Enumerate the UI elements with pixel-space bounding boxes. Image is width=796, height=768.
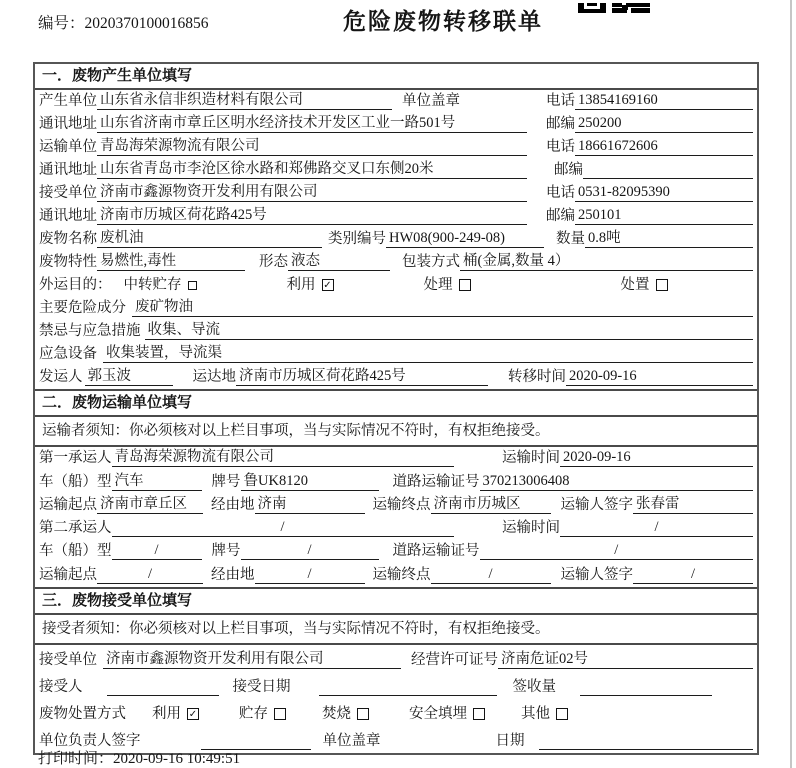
transport-time1-value: 2020-09-16 xyxy=(560,448,753,467)
receiver-label: 接受单位 xyxy=(39,185,97,201)
transporter-zip-value xyxy=(583,178,753,179)
row-producer xyxy=(35,90,757,113)
producer-value: 山东省永信非织造材料有限公司 xyxy=(97,91,392,110)
accept-person-value xyxy=(107,695,219,696)
row-receiver-address xyxy=(35,205,757,228)
hazard-component-label: 主要危险成分 xyxy=(39,300,126,316)
vehicle-type-label: 车（船）型 xyxy=(39,543,112,560)
producer-label: 产生单位 xyxy=(39,93,97,109)
transport-time-label: 运输时间 xyxy=(502,450,560,467)
transporter-value: 青岛海荣源物流有限公司 xyxy=(97,137,527,156)
disposal-utilize-checkbox: ✓ xyxy=(188,708,198,720)
row-transporter xyxy=(35,136,757,159)
disposal-storage-checkbox xyxy=(274,708,286,720)
disposal-storage-label: 贮存 xyxy=(239,705,268,722)
disposal-incinerate-checkbox xyxy=(357,708,369,720)
origin2-value: / xyxy=(97,565,203,584)
plate-label: 牌号 xyxy=(211,473,241,490)
permit-number-label: 经营许可证号 xyxy=(411,651,498,668)
responsible-sign-label: 单位负责人签字 xyxy=(39,732,141,749)
row-disposal-method xyxy=(35,699,757,726)
form-value: 液态 xyxy=(288,252,390,271)
transporter-notice: 运输者须知：你必须核对以上栏目事项，当与实际情况不符时，有权拒绝接受。 xyxy=(35,417,757,447)
terminus-label: 运输终点 xyxy=(372,496,431,513)
receiver-zip-value: 250101 xyxy=(575,206,753,225)
disposal-landfill-label: 安全填埋 xyxy=(409,705,467,722)
purpose-label: 外运目的： xyxy=(39,277,112,293)
road-license-label: 道路运输证号 xyxy=(392,473,480,490)
transport-time-label: 运输时间 xyxy=(502,520,560,537)
row-route1 xyxy=(35,494,757,517)
row-purpose xyxy=(35,274,757,297)
quantity-label: 数量 xyxy=(556,231,585,247)
form-label: 形态 xyxy=(259,254,288,270)
plate1-value: 鲁UK8120 xyxy=(241,472,379,491)
plate-label: 牌号 xyxy=(211,543,241,560)
unit-seal-label: 单位盖章 xyxy=(322,732,381,749)
purpose-transfer-storage-label: 中转贮存 xyxy=(123,277,182,293)
address-label: 通讯地址 xyxy=(39,208,97,224)
disposal-method-label: 废物处置方式 xyxy=(39,705,126,722)
waste-name-label: 废物名称 xyxy=(39,231,97,247)
origin-label: 运输起点 xyxy=(39,566,97,583)
received-amount-value xyxy=(580,695,712,696)
transfer-time-value: 2020-09-16 xyxy=(566,367,753,386)
purpose-treat-label: 处理 xyxy=(423,277,453,293)
disposal-other-checkbox xyxy=(556,708,568,720)
accept-unit-value: 济南市鑫源物资开发利用有限公司 xyxy=(103,650,401,669)
second-carrier-label: 第二承运人 xyxy=(39,520,112,537)
disposal-other-label: 其他 xyxy=(521,705,550,722)
terminus1-value: 济南市历城区 xyxy=(431,495,551,514)
permit-number-value: 济南危证02号 xyxy=(498,650,753,669)
zip-label: 邮编 xyxy=(546,208,575,224)
emergency-equipment-label: 应急设备 xyxy=(39,346,97,362)
receiver-notice: 接受者须知：你必须核对以上栏目事项，当与实际情况不符时，有权拒绝接受。 xyxy=(35,615,757,645)
unit-seal-label: 单位盖章 xyxy=(402,93,460,109)
serial-label: 编号： xyxy=(38,15,85,32)
accept-unit-label: 接受单位 xyxy=(39,651,97,668)
first-carrier-label: 第一承运人 xyxy=(39,450,112,467)
transporter-address-value: 山东省青岛市李沧区徐水路和郑佛路交叉口东侧20米 xyxy=(97,160,527,179)
destination-label: 运达地 xyxy=(192,369,236,385)
date-value xyxy=(539,749,754,750)
road-license-label: 道路运输证号 xyxy=(392,543,480,560)
row-receiver xyxy=(35,182,757,205)
page-edge-divider xyxy=(790,0,792,768)
row-route2 xyxy=(35,563,757,586)
page-title: 危险废物转移联单 xyxy=(343,9,543,34)
transporter-phone-value: 18661672606 xyxy=(575,137,753,156)
accept-date-label: 接受日期 xyxy=(232,678,291,695)
row-accept-unit xyxy=(35,645,757,672)
row-second-carrier xyxy=(35,517,757,540)
transport-time2-value: / xyxy=(560,518,753,537)
origin1-value: 济南市章丘区 xyxy=(97,495,203,514)
destination-value: 济南市历城区荷花路425号 xyxy=(236,367,488,386)
row-waste-character xyxy=(35,251,757,274)
packing-label: 包装方式 xyxy=(402,254,460,270)
first-carrier-value: 青岛海荣源物流有限公司 xyxy=(112,448,454,467)
purpose-dispose-label: 处置 xyxy=(620,277,650,293)
plate2-value: / xyxy=(241,541,379,560)
phone-label: 电话 xyxy=(546,139,575,155)
carrier-sign1-value: 张春雷 xyxy=(633,495,753,514)
zip-label: 邮编 xyxy=(554,162,583,178)
row-vehicle2 xyxy=(35,540,757,563)
vehicle-type2-value: / xyxy=(112,541,202,560)
category-code-value: HW08(900-249-08) xyxy=(386,229,544,248)
address-label: 通讯地址 xyxy=(39,116,97,132)
purpose-treat-checkbox xyxy=(459,279,471,291)
section2-title: 二．废物运输单位填写 xyxy=(35,389,757,417)
carrier-sign2-value: / xyxy=(633,565,753,584)
transporter-label: 运输单位 xyxy=(39,139,97,155)
second-carrier-value: / xyxy=(112,518,454,537)
receiver-address-value: 济南市历城区荷花路425号 xyxy=(97,206,527,225)
via-label: 经由地 xyxy=(211,566,255,583)
address-label: 通讯地址 xyxy=(39,162,97,178)
row-taboo-measures xyxy=(35,320,757,343)
row-vehicle1 xyxy=(35,470,757,493)
producer-phone-value: 13854169160 xyxy=(575,91,753,110)
waste-character-value: 易燃性,毒性 xyxy=(97,252,245,271)
date-label: 日期 xyxy=(495,732,525,749)
zip-label: 邮编 xyxy=(546,116,575,132)
phone-label: 电话 xyxy=(546,185,575,201)
section3-title: 三．废物接受单位填写 xyxy=(35,587,757,615)
purpose-transfer-storage-checkbox xyxy=(188,281,197,290)
row-transporter-address xyxy=(35,159,757,182)
accept-date-value xyxy=(319,695,497,696)
receiver-phone-value: 0531-82095390 xyxy=(575,183,753,202)
waste-name-value: 废机油 xyxy=(97,229,322,248)
quantity-value: 0.8吨 xyxy=(585,229,753,248)
transfer-time-label: 转移时间 xyxy=(508,369,566,385)
terminus-label: 运输终点 xyxy=(372,566,431,583)
waste-character-label: 废物特性 xyxy=(39,254,97,270)
row-emergency-equipment xyxy=(35,343,757,366)
purpose-utilize-checkbox: ✓ xyxy=(323,280,332,291)
carrier-sign-label: 运输人签字 xyxy=(560,566,633,583)
via-label: 经由地 xyxy=(211,496,255,513)
taboo-measures-value: 收集、导流 xyxy=(145,321,754,340)
vehicle-type1-value: 汽车 xyxy=(112,472,202,491)
shipper-label: 发运人 xyxy=(39,369,83,385)
vehicle-type-label: 车（船）型 xyxy=(39,473,112,490)
disposal-utilize-label: 利用 xyxy=(152,705,181,722)
row-waste-name xyxy=(35,228,757,251)
shipper-value: 郭玉波 xyxy=(85,367,173,386)
print-time-value: 2020-09-16 10:49:51 xyxy=(113,751,241,767)
print-time-label: 打印时间： xyxy=(38,751,114,767)
section1-title: 一．废物产生单位填写 xyxy=(35,64,757,90)
row-hazard-component xyxy=(35,297,757,320)
disposal-incinerate-label: 焚烧 xyxy=(322,705,351,722)
category-code-label: 类别编号 xyxy=(328,231,386,247)
accept-person-label: 接受人 xyxy=(39,678,83,695)
receiver-value: 济南市鑫源物资开发利用有限公司 xyxy=(97,183,527,202)
road-license1-value: 370213006408 xyxy=(480,472,754,491)
disposal-landfill-checkbox xyxy=(473,708,485,720)
carrier-sign-label: 运输人签字 xyxy=(560,496,633,513)
row-accept-person xyxy=(35,672,757,699)
print-time xyxy=(38,747,240,768)
producer-zip-value: 250200 xyxy=(575,114,753,133)
via1-value: 济南 xyxy=(255,495,365,514)
serial-value: 2020370100016856 xyxy=(84,15,209,32)
manifest-table xyxy=(33,62,759,755)
via2-value: / xyxy=(255,565,365,584)
row-producer-address xyxy=(35,113,757,136)
terminus2-value: / xyxy=(431,565,551,584)
purpose-utilize-label: 利用 xyxy=(286,277,316,293)
row-shipper xyxy=(35,366,757,389)
emergency-equipment-value: 收集装置，导流渠 xyxy=(103,344,753,363)
road-license2-value: / xyxy=(480,541,754,560)
purpose-dispose-checkbox xyxy=(656,279,668,291)
origin-label: 运输起点 xyxy=(39,496,97,513)
row-first-carrier xyxy=(35,447,757,470)
taboo-measures-label: 禁忌与应急措施 xyxy=(39,323,141,339)
hazard-component-value: 废矿物油 xyxy=(132,298,753,317)
packing-value: 桶(金属,数量 4） xyxy=(460,252,753,271)
producer-address-value: 山东省济南市章丘区明水经济技术开发区工业一路501号 xyxy=(97,114,527,133)
phone-label: 电话 xyxy=(546,93,575,109)
received-amount-label: 签收量 xyxy=(512,678,556,695)
